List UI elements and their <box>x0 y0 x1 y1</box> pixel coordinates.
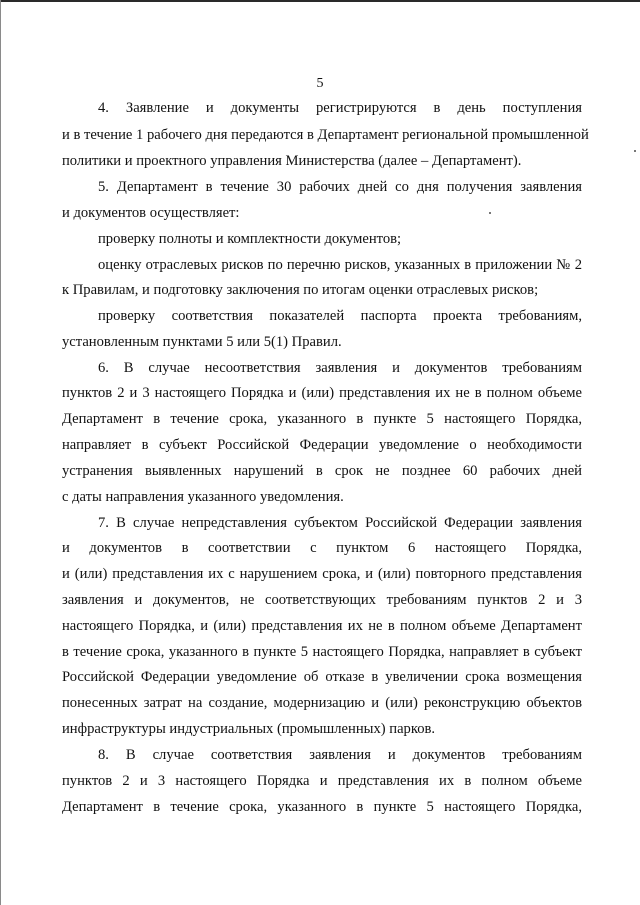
paragraph-6-line-4: направляет в субъект Российской Федерации уведомление о необходимости <box>62 437 582 453</box>
paragraph-5-item-2-line-2: к Правилам, и подготовку заключения по итогам оценки отраслевых рисков; <box>62 282 539 298</box>
paragraph-5-item-1: проверку полноты и комплектности документов; <box>98 231 402 247</box>
paragraph-7-line-4: заявления и документов, не соответствующих требованиям пунктов 2 и 3 <box>62 592 582 608</box>
paragraph-6-line-1: 6. В случае несоответствия заявления и документов требованиям <box>98 360 582 376</box>
paragraph-5-line-1: 5. Департамент в течение 30 рабочих дней со дня получения заявления <box>98 179 582 195</box>
paragraph-8-line-3: Департамент в течение срока, указанного в пункте 5 настоящего Порядка, <box>62 799 582 815</box>
scan-speck <box>634 150 636 152</box>
page-left-edge <box>0 0 1 905</box>
paragraph-6-line-3: Департамент в течение срока, указанного в пункте 5 настоящего Порядка, <box>62 411 582 427</box>
paragraph-5-item-3-line-1: проверку соответствия показателей паспорта проекта требованиям, <box>98 308 582 324</box>
paragraph-7-line-9: инфраструктуры индустриальных (промышленных) парков. <box>62 721 436 737</box>
paragraph-4-line-3: политики и проектного управления Министерства (далее – Департамент). <box>62 153 522 169</box>
paragraph-7-line-6: в течение срока, указанного в пункте 5 настоящего Порядка, направляет в субъект <box>62 644 582 660</box>
paragraph-4-line-1: 4. Заявление и документы регистрируются в день поступления <box>98 100 582 116</box>
paragraph-5-line-2: и документов осуществляет: <box>62 205 240 221</box>
paragraph-7-line-5: настоящего Порядка, и (или) представления их не в полном объеме Департамент <box>62 618 582 634</box>
paragraph-7-line-8: понесенных затрат на создание, модернизацию и (или) реконструкцию объектов <box>62 695 582 711</box>
paragraph-6-line-6: с даты направления указанного уведомления. <box>62 489 344 505</box>
paragraph-8-line-2: пунктов 2 и 3 настоящего Порядка и представления их в полном объеме <box>62 773 582 789</box>
paragraph-6-line-2: пунктов 2 и 3 настоящего Порядка и (или) представления их не в полном объеме <box>62 385 582 401</box>
paragraph-6-line-5: устранения выявленных нарушений в срок не позднее 60 рабочих дней <box>62 463 582 479</box>
paragraph-4-line-2: и в течение 1 рабочего дня передаются в Департамент региональной промышленной <box>62 127 589 143</box>
scan-speck <box>489 212 491 214</box>
paragraph-8-line-1: 8. В случае соответствия заявления и документов требованиям <box>98 747 582 763</box>
paragraph-5-item-2-line-1: оценку отраслевых рисков по перечню рисков, указанных в приложении № 2 <box>98 257 582 273</box>
paragraph-7-line-7: Российской Федерации уведомление об отказе в увеличении срока возмещения <box>62 669 582 685</box>
page-number: 5 <box>316 76 324 91</box>
page-top-edge <box>0 0 640 2</box>
paragraph-7-line-2: и документов в соответствии с пунктом 6 настоящего Порядка, <box>62 540 582 556</box>
paragraph-5-item-3-line-2: установленным пунктами 5 или 5(1) Правил. <box>62 334 342 350</box>
paragraph-7-line-3: и (или) представления их с нарушением срока, и (или) повторного представления <box>62 566 582 582</box>
paragraph-7-line-1: 7. В случае непредставления субъектом Российской Федерации заявления <box>98 515 582 531</box>
